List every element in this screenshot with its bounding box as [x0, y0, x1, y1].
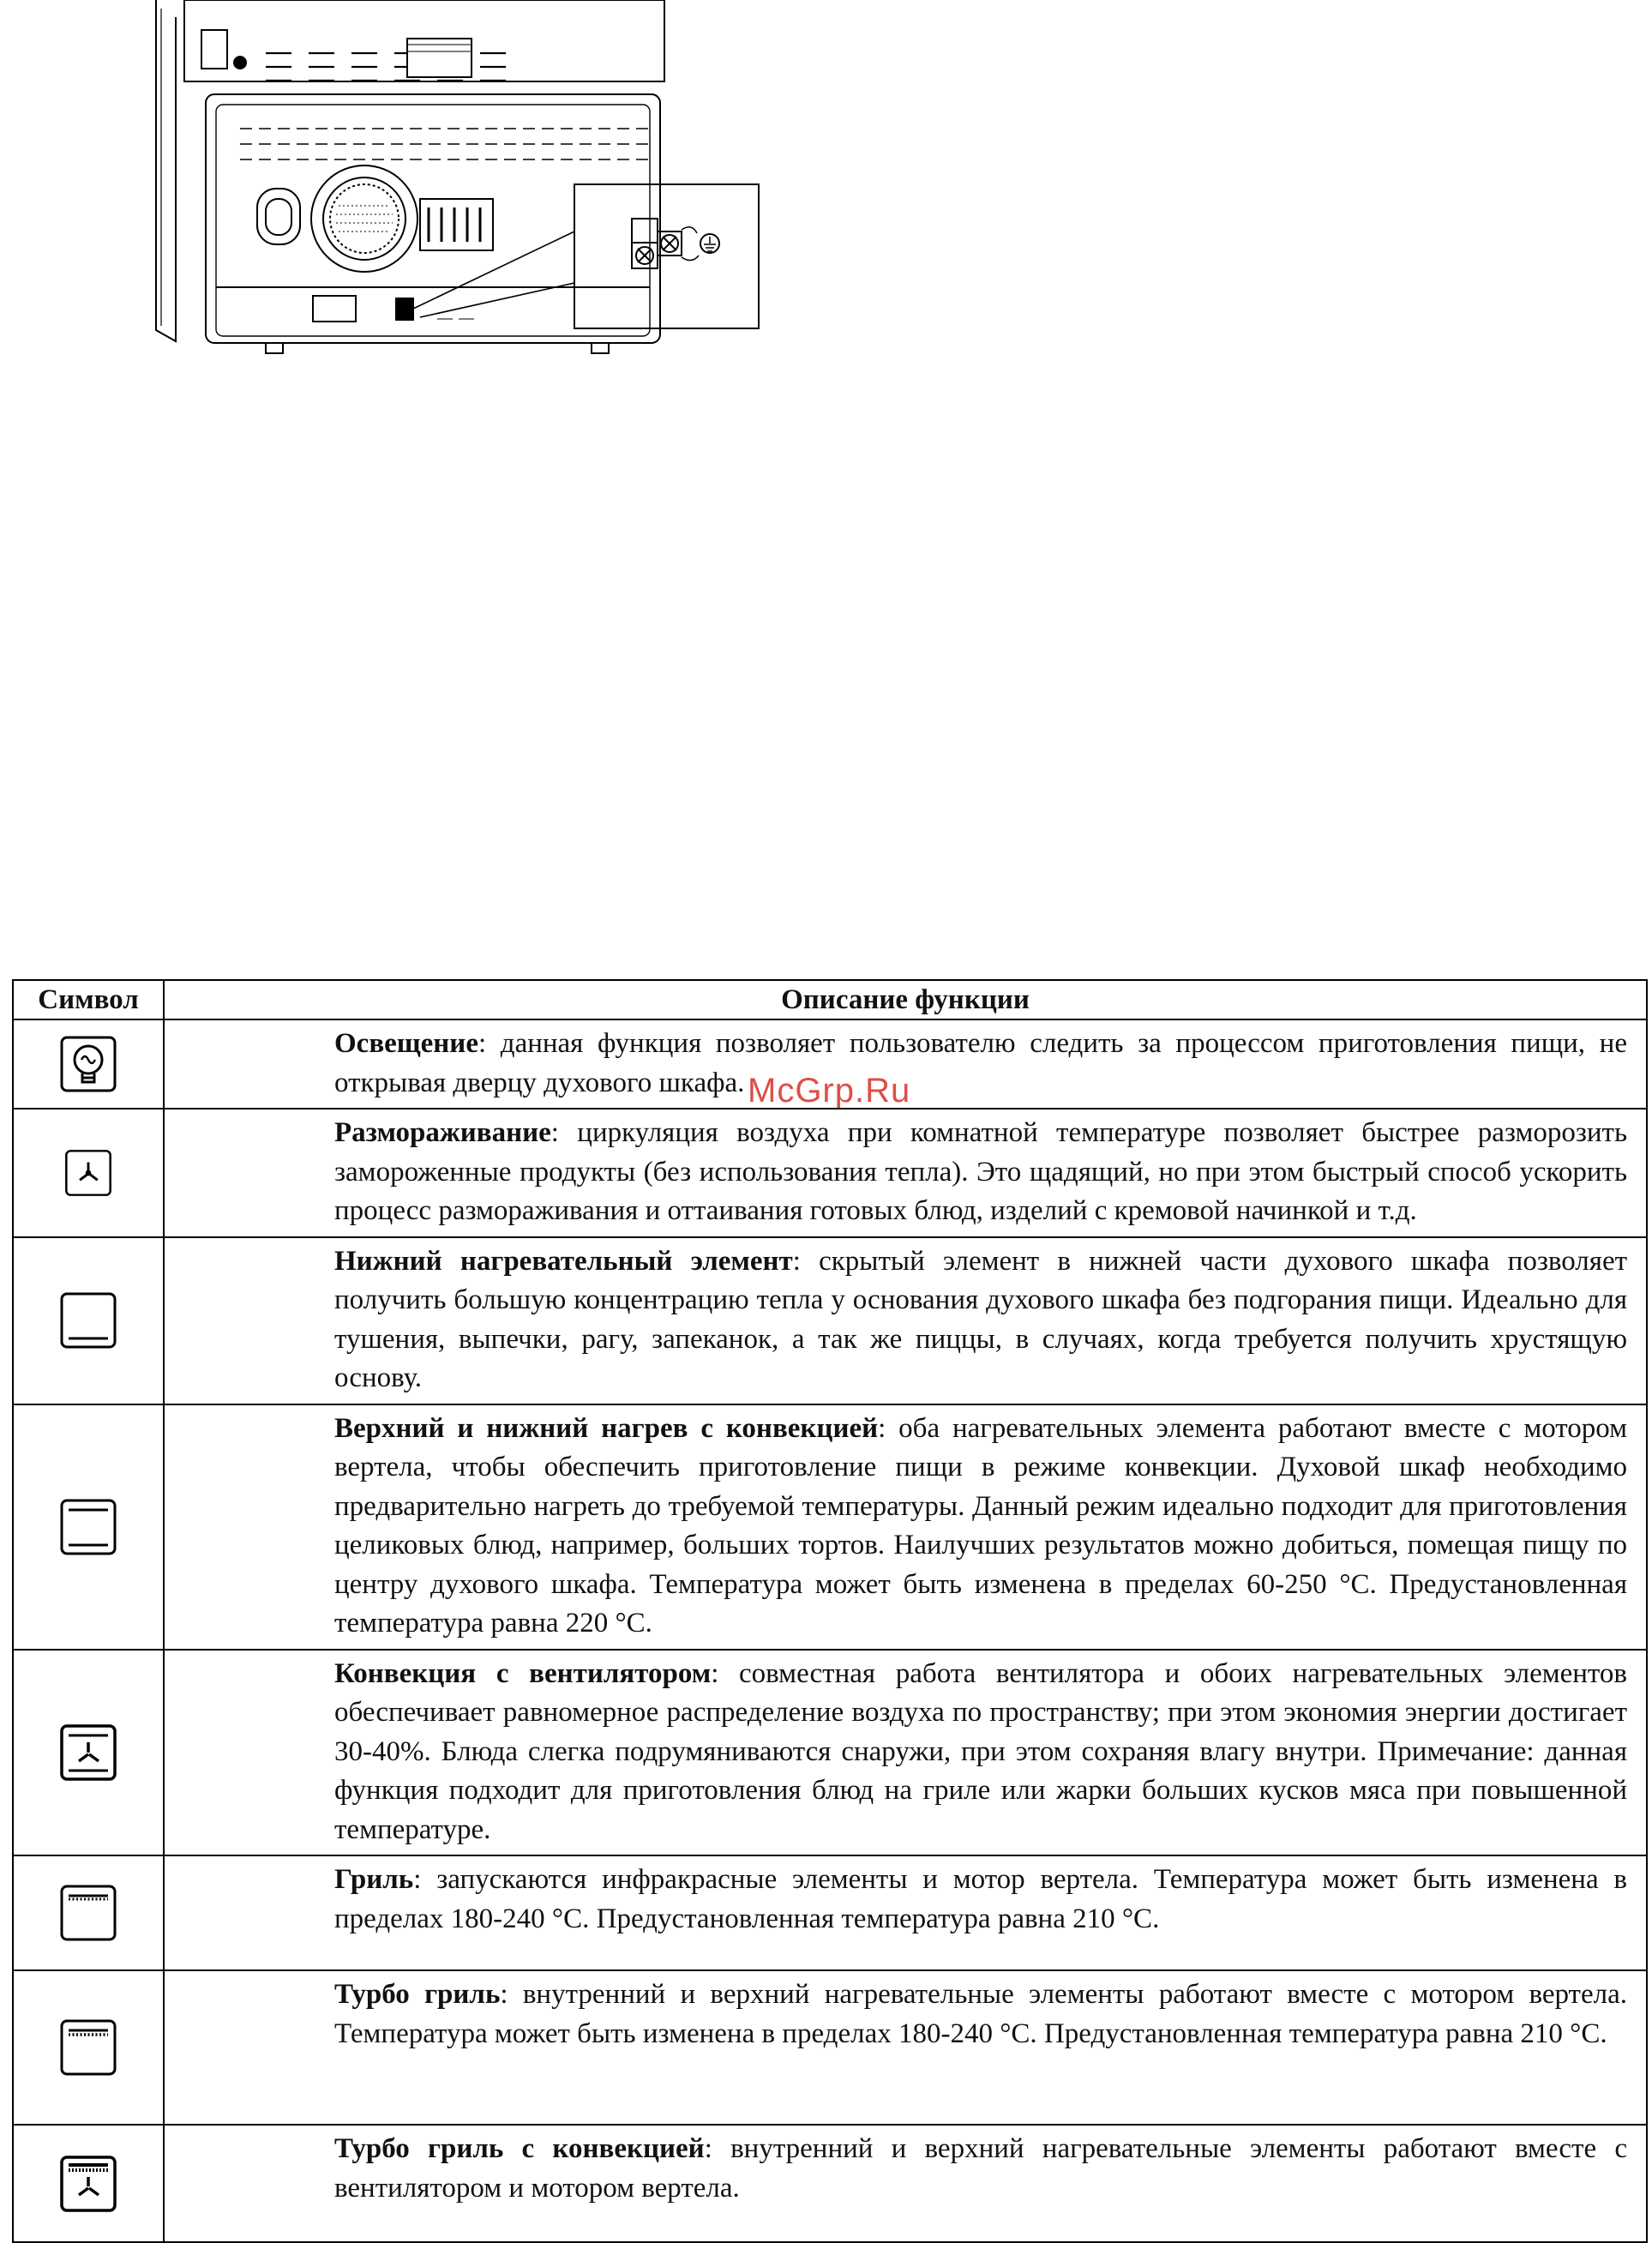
description-cell — [164, 1855, 1647, 1970]
top-bottom-heat-icon — [58, 1497, 118, 1557]
function-text: : запускаются инфракрасные элементы и мотор вертела. Температура может быть изменена в пределах 180-240 °C. Предустановленная температура равна 210 °C. — [334, 1864, 1627, 1934]
symbol-cell — [13, 1109, 164, 1237]
bottom-heat-icon — [58, 1290, 118, 1350]
function-title: Верхний и нижний нагрев с конвекцией — [334, 1412, 879, 1444]
table-row — [13, 1970, 1647, 2125]
function-text: : циркуляция воздуха при комнатной температуре позволяет быстрее разморозить замороженные продукты (без использования тепла). Это щадящий, но при этом быстрый способ ускорить процесс размораживания и оттаивания готовых блюд, изделий с кремовой начинкой и т.д. — [334, 1117, 1627, 1226]
function-text: : оба нагревательных элемента работают вместе с мотором вертела, чтобы обеспечить приготовление пищи в режиме конвекции. Духовой шкаф необходимо предварительно нагреть до требуемой температуры. Данный режим идеально подходит для приготовления целиковых блюд, например, больших тортов. Наилучших результатов можно добиться, помещая пищу по центру духового шкафа. Температура может быть изменена в пределах 60-250 °C. Предустановленная температура равна 220 °C. — [334, 1412, 1628, 1639]
description-cell — [164, 1404, 1647, 1650]
symbol-cell — [13, 1970, 164, 2125]
function-text: : данная функция позволяет пользователю следить за процессом приготовления пищи, не открывая дверцу духового шкафа. — [334, 1028, 1627, 1098]
oven-light-icon — [58, 1034, 118, 1094]
function-text: : совместная работа вентилятора и обоих нагревательных элементов обеспечивает равномерное распределение воздуха по пространству; при этом экономия энергии достигает 30-40%. Блюда слегка подрумяниваются снаружи, при этом сохраняя влагу внутри. Примечание: данная функция подходит для приготовления блюд на гриле или жарки больших кусков мяса при повышенной температуре. — [334, 1657, 1627, 1845]
table-row — [13, 1855, 1647, 1970]
description-cell — [164, 1109, 1647, 1237]
table-row — [13, 1237, 1647, 1404]
table-row — [13, 1650, 1647, 1856]
function-text: : скрытый элемент в нижней части духового шкафа позволяет получить большую концентрацию тепла у основания духового шкафа без подгорания пищи. Идеально для тушения, выпечки, рагу, запеканок, а так же пиццы, в случаях, когда требуется получить хрустящую основу. — [334, 1245, 1628, 1393]
table-row — [13, 1404, 1647, 1650]
table-header-row — [13, 980, 1647, 1019]
symbol-cell — [13, 1650, 164, 1856]
grill-icon — [58, 1883, 118, 1943]
function-title: Турбо гриль — [334, 1979, 501, 2010]
symbol-cell — [13, 2125, 164, 2242]
function-title: Турбо гриль с конвекцией — [334, 2133, 705, 2164]
function-title: Конвекция с вентилятором — [334, 1657, 712, 1689]
description-cell — [164, 1019, 1647, 1109]
turbo-grill-fan-icon — [58, 2154, 118, 2214]
function-title: Размораживание — [334, 1117, 551, 1148]
table-row — [13, 1109, 1647, 1237]
turbo-grill-icon — [58, 2017, 118, 2078]
symbol-cell — [13, 1019, 164, 1109]
symbol-cell — [13, 1404, 164, 1650]
symbol-cell — [13, 1237, 164, 1404]
description-cell — [164, 2125, 1647, 2242]
table-row — [13, 1019, 1647, 1109]
function-text: : внутренний и верхний нагревательные элементы работают вместе с вентилятором и мотором вертела. — [334, 2133, 1627, 2204]
watermark: McGrp.Ru — [748, 1072, 911, 1109]
function-title: Гриль — [334, 1864, 414, 1895]
functions-table — [12, 979, 1648, 2243]
header-symbol: Символ — [13, 980, 164, 1019]
description-cell — [164, 1650, 1647, 1856]
function-title: Нижний нагревательный элемент — [334, 1245, 793, 1277]
oven-rear-diagram — [146, 0, 780, 360]
symbol-cell — [13, 1855, 164, 1970]
fan-convection-icon — [58, 1723, 118, 1783]
table-row — [13, 2125, 1647, 2242]
description-cell — [164, 1237, 1647, 1404]
description-cell — [164, 1970, 1647, 2125]
defrost-fan-icon — [63, 1148, 113, 1198]
function-title: Освещение — [334, 1028, 478, 1059]
header-description: Описание функции — [164, 980, 1647, 1019]
function-text: : внутренний и верхний нагревательные элементы работают вместе с мотором вертела. Температура может быть изменена в пределах 180-240 °C. Предустановленная температура равна 210 °C. — [334, 1979, 1627, 2049]
